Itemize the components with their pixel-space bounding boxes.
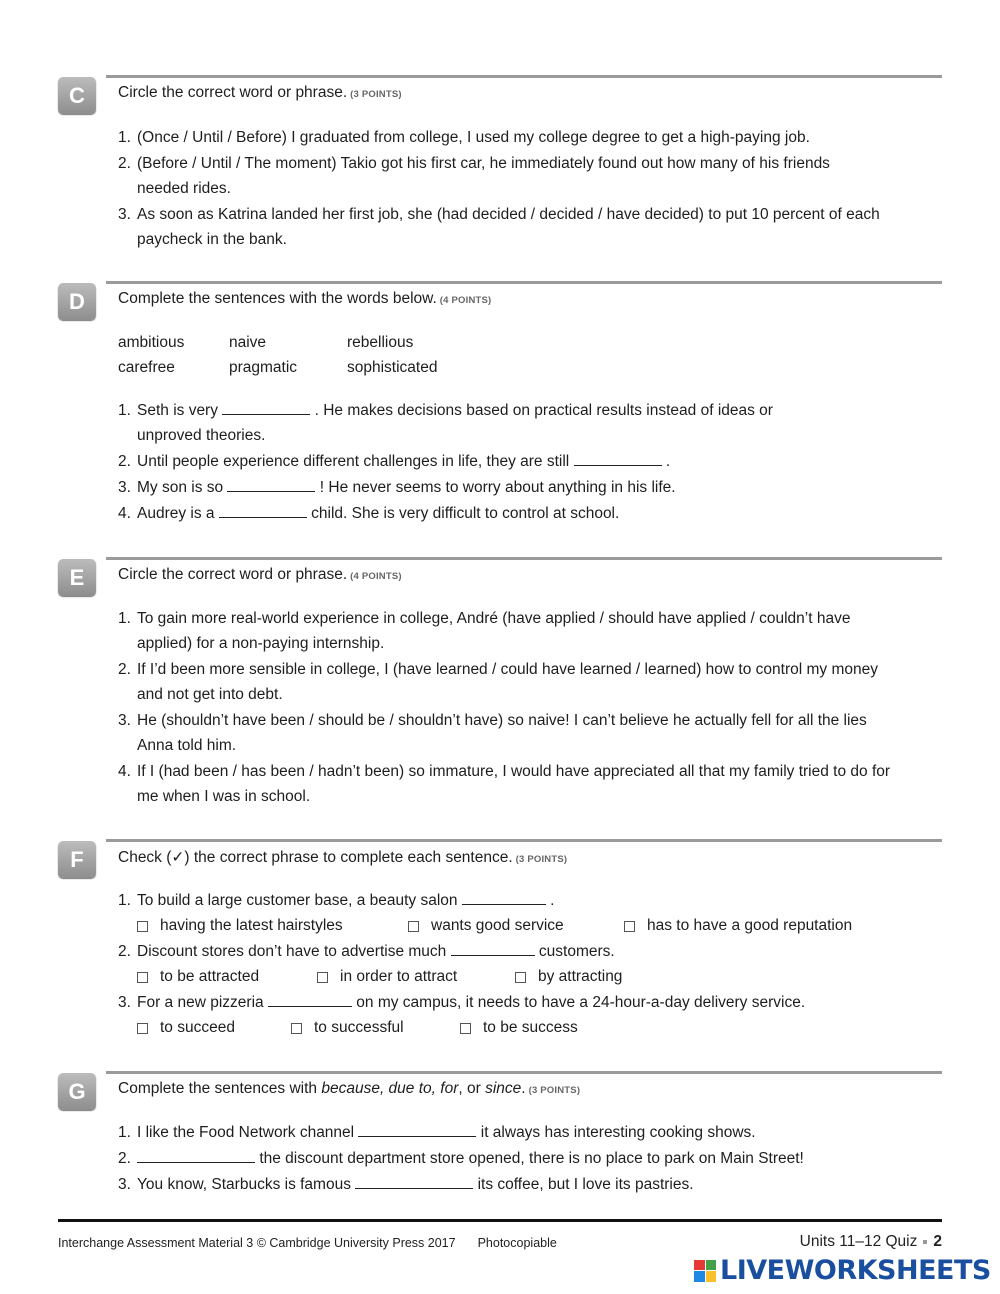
option-row (137, 1015, 852, 1041)
answer-blank[interactable] (137, 1148, 255, 1163)
footer-page-info: Units 11–12 Quiz 2 (799, 1233, 942, 1250)
section-badge: C (58, 77, 96, 114)
word-bank (118, 330, 437, 380)
word-bank-item: ambitious (118, 334, 185, 351)
list-item: 3. As soon as Katrina landed her first job, she (had decided / decided / have decided) to put 10 percent of each paycheck in the bank. (118, 206, 880, 248)
list-item: 2. Discount stores don’t have to advertise much customers. to be attracted in order to attract by attracting (118, 939, 852, 990)
list-item: 2. the discount department store opened, there is no place to park on Main Street! (118, 1150, 804, 1167)
word-bank-item: sophisticated (347, 359, 438, 376)
list-item: 2. If I’d been more sensible in college, I (have learned / could have learned / learned) how to control my money and not get into debt. (118, 661, 878, 703)
option[interactable]: to successful (291, 1015, 460, 1041)
option[interactable]: to be attracted (137, 964, 317, 990)
option[interactable]: having the latest hairstyles (137, 913, 408, 939)
liveworksheets-icon (694, 1260, 716, 1282)
list-item: 1. To build a large customer base, a beauty salon . having the latest hairstyles wants good service has to have a good reputation (118, 888, 852, 939)
footer-copyright: Interchange Assessment Material 3 © Cambridge University Press 2017 Photocopiable (58, 1236, 557, 1250)
list-item: 4. Audrey is a child. She is very difficult to control at school. (118, 505, 620, 522)
option[interactable]: to succeed (137, 1015, 291, 1041)
list-item: 3. For a new pizzeria on my campus, it needs to have a 24-hour-a-day delivery service. to succeed to successful to be success (118, 990, 852, 1041)
answer-blank[interactable] (219, 503, 307, 518)
answer-blank[interactable] (268, 992, 352, 1007)
checkbox[interactable] (624, 921, 635, 932)
option-row (137, 913, 852, 939)
list-item: 3. He (shouldn’t have been / should be / shouldn’t have) so naive! I can’t believe he actually fell for all the lies Anna told him. (118, 712, 867, 754)
question-list (118, 888, 852, 1041)
checkbox[interactable] (460, 1023, 471, 1034)
section-divider (106, 75, 942, 78)
answer-blank[interactable] (462, 890, 546, 905)
list-item: 1. Seth is very . He makes decisions based on practical results instead of ideas or unproved theories. (118, 402, 773, 444)
checkbox[interactable] (515, 972, 526, 983)
word-bank-item: naive (229, 334, 267, 351)
list-item: 4. If I (had been / has been / hadn’t been) so immature, I would have appreciated all that my family tried to do for me when I was in school. (118, 763, 891, 805)
question-list (118, 606, 890, 809)
section-divider (106, 557, 942, 560)
option[interactable]: wants good service (408, 913, 624, 939)
section-heading: Complete the sentences with because, due to, for, or since. (3 POINTS) (118, 1080, 581, 1097)
checkbox[interactable] (317, 972, 328, 983)
list-item: 2. Until people experience different challenges in life, they are still . (118, 453, 671, 470)
list-item: 3. You know, Starbucks is famous its coffee, but I love its pastries. (118, 1176, 694, 1193)
footer-divider (58, 1219, 942, 1222)
word-bank-item: rebellious (347, 334, 414, 351)
question-list (118, 1120, 804, 1197)
list-item: 1. (Once / Until / Before) I graduated from college, I used my college degree to get a high-paying job. (118, 129, 810, 146)
answer-blank[interactable] (574, 451, 662, 466)
checkbox[interactable] (291, 1023, 302, 1034)
answer-blank[interactable] (227, 477, 315, 492)
option[interactable]: in order to attract (317, 964, 515, 990)
option[interactable]: by attracting (515, 964, 622, 990)
list-item: 1. To gain more real-world experience in college, André (have applied / should have applied / couldn’t have applied) for a non-paying internship. (118, 610, 851, 652)
checkbox[interactable] (408, 921, 419, 932)
option[interactable]: has to have a good reputation (624, 913, 852, 939)
section-heading: Complete the sentences with the words below. (4 POINTS) (118, 290, 492, 307)
liveworksheets-logo[interactable]: LIVEWORKSHEETS (694, 1255, 991, 1286)
section-divider (106, 281, 942, 284)
section-divider (106, 1071, 942, 1074)
question-list (118, 398, 773, 526)
word-bank-item: carefree (118, 359, 175, 376)
answer-blank[interactable] (358, 1122, 476, 1137)
option[interactable]: to be success (460, 1015, 578, 1041)
list-item: 1. I like the Food Network channel it always has interesting cooking shows. (118, 1124, 756, 1141)
word-bank-item: pragmatic (229, 359, 298, 376)
section-heading: Circle the correct word or phrase. (4 POINTS) (118, 566, 402, 583)
list-item: 2. (Before / Until / The moment) Takio got his first car, he immediately found out how many of his friends needed rides. (118, 155, 830, 197)
section-heading: Circle the correct word or phrase. (3 POINTS) (118, 84, 402, 101)
section-badge: F (58, 841, 96, 878)
answer-blank[interactable] (222, 400, 310, 415)
list-item: 3. My son is so ! He never seems to worry about anything in his life. (118, 479, 676, 496)
section-divider (106, 839, 942, 842)
answer-blank[interactable] (451, 941, 535, 956)
question-list (118, 125, 880, 252)
option-row (137, 964, 852, 990)
section-badge: G (58, 1073, 96, 1110)
checkbox[interactable] (137, 1023, 148, 1034)
checkbox[interactable] (137, 921, 148, 932)
section-heading: Check (✓) the correct phrase to complete each sentence. (3 POINTS) (118, 849, 568, 866)
answer-blank[interactable] (355, 1174, 473, 1189)
checkbox[interactable] (137, 972, 148, 983)
section-badge: E (58, 559, 96, 596)
section-badge: D (58, 283, 96, 320)
